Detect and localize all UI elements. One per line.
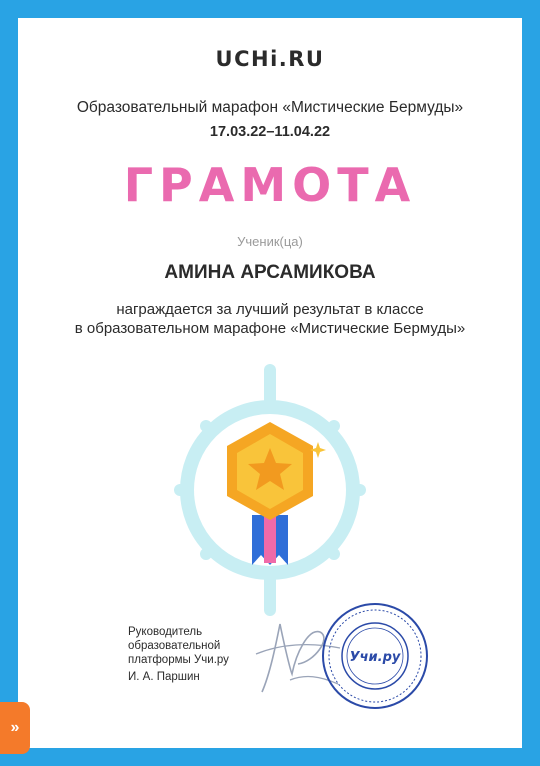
signatory-role-line-1: Руководитель [128,626,203,638]
signatory-role-line-2: образовательной [128,640,221,652]
student-name: АМИНА АРСАМИКОВА [164,262,376,283]
expand-panel-button[interactable] [0,702,30,754]
marathon-dates: 17.03.22–11.04.22 [209,124,331,140]
certificate-sheet [18,18,522,748]
student-label: Ученик(ца) [237,234,303,249]
certificate-title: ГРАМОТА [123,158,417,212]
uchi-logo: UCHi.RU [215,47,325,71]
signatory-role-line-3: платформы Учи.ру [128,654,229,666]
marathon-title: Образовательный марафон «Мистические Бермуды» [76,99,464,116]
award-text-line-1: награждается за лучший результат в классе [116,301,424,318]
double-chevron-right-icon: » [10,719,20,736]
stamp-text: Учи.ру [349,650,401,665]
award-text-line-2: в образовательном марафоне «Мистические Бермуды» [74,320,466,337]
signatory-role [128,625,229,667]
ship-wheel-medal-icon [170,350,370,630]
signatory-name: И. А. Паршин [128,671,200,683]
round-stamp [319,600,431,712]
